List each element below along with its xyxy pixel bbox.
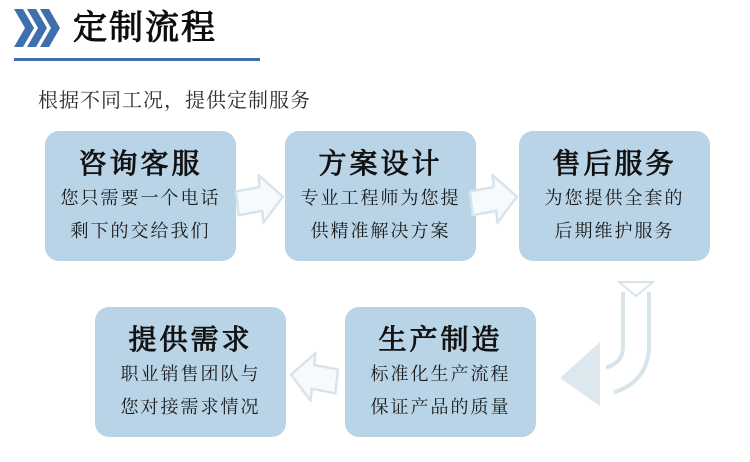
step-desc-line: 后期维护服务	[554, 221, 675, 242]
step-title: 方案设计	[318, 148, 443, 179]
step-card-consult	[45, 131, 236, 261]
step-desc-line: 您只需要一个电话	[60, 188, 221, 209]
step-card-aftersales	[519, 131, 710, 261]
arrow-curve-down-left-icon	[558, 280, 666, 406]
step-desc-line: 您对接需求情况	[120, 397, 261, 418]
step-title: 提供需求	[128, 324, 253, 355]
page-title: 定制流程	[73, 9, 217, 47]
arrow-right-icon	[467, 170, 521, 228]
step-title: 售后服务	[552, 148, 677, 179]
section-header	[14, 5, 217, 51]
step-desc-line: 供精准解决方案	[310, 221, 451, 242]
triple-chevron-right-icon	[14, 9, 60, 47]
arrow-right-icon	[233, 170, 287, 228]
step-desc-line: 专业工程师为您提	[300, 188, 461, 209]
step-desc-line: 职业销售团队与	[120, 364, 261, 385]
title-underline	[14, 58, 260, 61]
step-desc-line: 保证产品的质量	[370, 397, 511, 418]
step-desc-line: 为您提供全套的	[544, 188, 685, 209]
step-desc-line: 剩下的交给我们	[70, 221, 211, 242]
step-card-manufacturing	[345, 307, 536, 437]
step-card-design	[285, 131, 476, 261]
step-card-requirements	[95, 307, 286, 437]
step-title: 咨询客服	[78, 148, 203, 179]
arrow-left-icon	[287, 348, 341, 406]
step-title: 生产制造	[378, 324, 503, 355]
section-subtitle: 根据不同工况，提供定制服务	[38, 90, 311, 112]
step-desc-line: 标准化生产流程	[370, 364, 511, 385]
